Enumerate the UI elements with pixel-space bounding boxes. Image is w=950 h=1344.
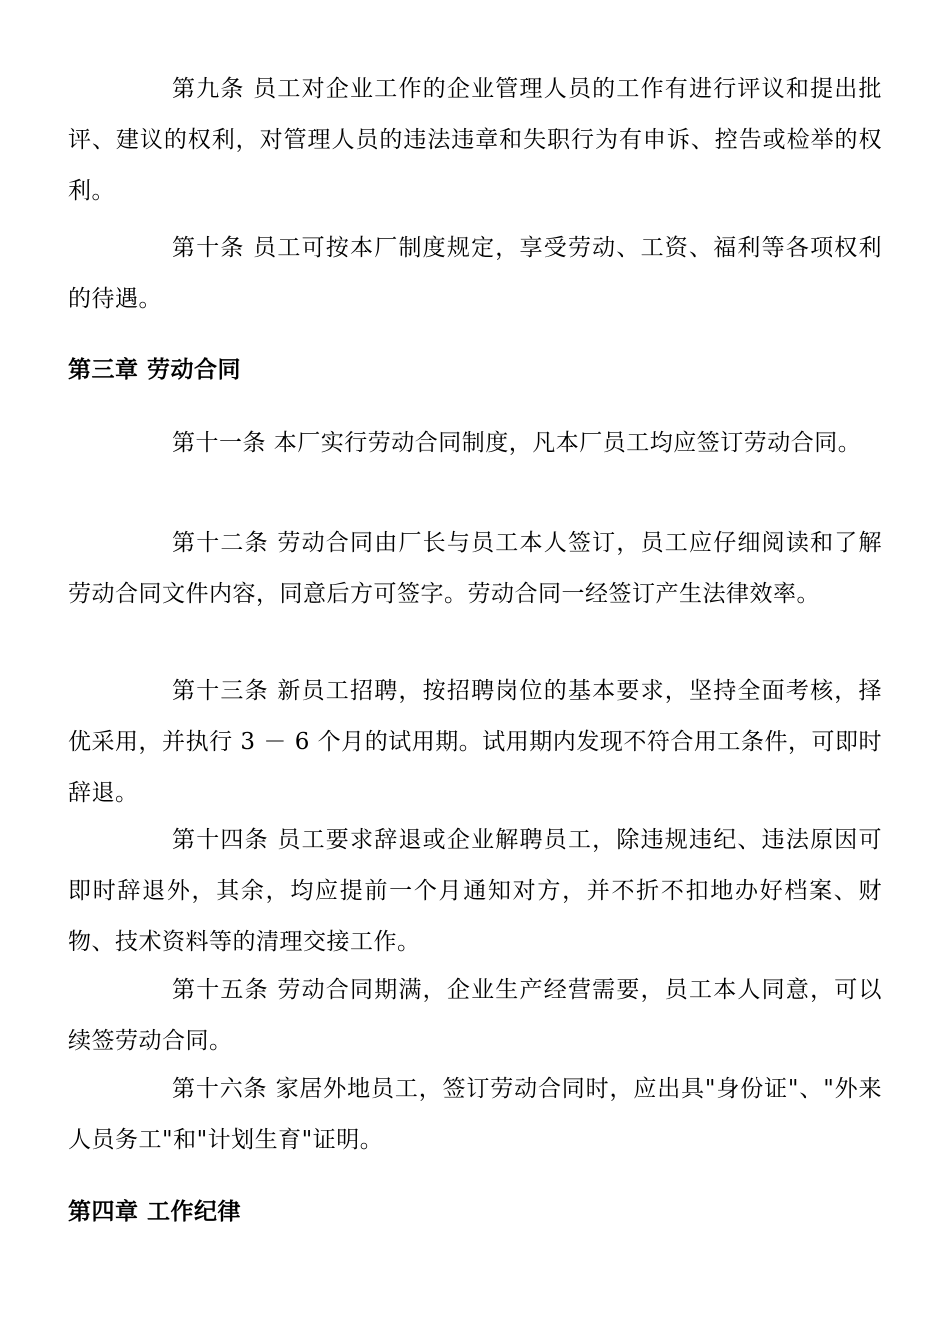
article-15: 第十五条 劳动合同期满，企业生产经营需要，员工本人同意，可以续签劳动合同。 bbox=[68, 977, 882, 1054]
article-9: 第九条 员工对企业工作的企业管理人员的工作有进行评议和提出批评、建议的权利，对管理人员的违法违章和失职行为有申诉、控告或检举的权利。 bbox=[68, 76, 882, 204]
article-10: 第十条 员工可按本厂制度规定，享受劳动、工资、福利等各项权利的待遇。 bbox=[68, 235, 882, 312]
article-14: 第十四条 员工要求辞退或企业解聘员工，除违规违纪、违法原因可即时辞退外，其余，均应提前一个月通知对方，并不折不扣地办好档案、财物、技术资料等的清理交接工作。 bbox=[68, 827, 882, 955]
article-16: 第十六条 家居外地员工，签订劳动合同时，应出具"身份证"、"外来人员务工"和"计划生育"证明。 bbox=[68, 1076, 882, 1153]
chapter-4-heading: 第四章 工作纪律 bbox=[68, 1199, 242, 1225]
article-12: 第十二条 劳动合同由厂长与员工本人签订，员工应仔细阅读和了解劳动合同文件内容，同意后方可签字。劳动合同一经签订产生法律效率。 bbox=[68, 530, 882, 607]
chapter-3-heading: 第三章 劳动合同 bbox=[68, 357, 242, 383]
article-13: 第十三条 新员工招聘，按招聘岗位的基本要求，坚持全面考核，择优采用，并执行 3 － 6 个月的试用期。试用期内发现不符合用工条件，可即时辞退。 bbox=[68, 678, 882, 806]
article-11: 第十一条 本厂实行劳动合同制度，凡本厂员工均应签订劳动合同。 bbox=[172, 430, 862, 456]
